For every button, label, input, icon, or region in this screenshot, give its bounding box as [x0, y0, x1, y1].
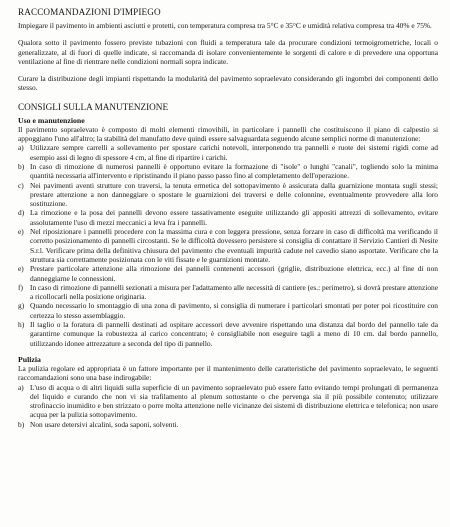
cleaning-list — [18, 383, 438, 429]
item-label: d) — [18, 208, 25, 218]
item-text: Nel riposizionare i pannelli procedere con la massima cura e con leggera pressione, senza forzare in caso di difficoltà ma verificando il corretto posizionamento di pannelli circostanti. Se le difficoltà dovessero persistere si consiglia di contattare il Servizio Cantieri di Nesite S.r.l. Verificare prima della definitiva chiusura del pavimento che eventuali impurità cadute nel cavedio siano asportate. Verificare che la struttura sia correttamente posizionata con le viti fissate e le guarnizioni montate. — [30, 227, 438, 264]
list-item — [18, 301, 438, 320]
item-label: h) — [18, 320, 25, 330]
item-label: g) — [18, 301, 25, 311]
item-text: In caso di rimozione di pannelli sezionati a misura per l'adattamento alle necessità di cantiere (es.: perimetro), si dovrà prestare attenzione a ricollocarli nella posizione originaria. — [30, 282, 438, 302]
maintenance-list — [18, 143, 438, 348]
item-text: Prestare particolare attenzione alla rimozione dei pannelli contenenti accessori (griglie, distribuzione elettrica, ecc.) al fine di non danneggiarne le connessioni. — [30, 264, 438, 283]
section-title-raccomandazioni: RACCOMANDAZIONI D'IMPIEGO — [18, 7, 161, 17]
item-text: La rimozione e la posa dei pannelli devono essere tassativamente eseguite utilizzando gli appositi attrezzi di sollevamento, evitare assolutamente l'uso di mezzi meccanici a leva fra i pannelli. — [30, 208, 438, 227]
item-label: f) — [18, 282, 23, 292]
section-title-manutenzione: CONSIGLI SULLA MANUTENZIONE — [18, 101, 169, 112]
paragraph-ambienti: Impiegare il pavimento in ambienti asciutti e protetti, con temperatura compresa tra 5°C e 35°C e umidità relativa compresa tra 40% e 75%. — [18, 21, 432, 30]
paragraph-tubazioni: Qualora sotto il pavimento fossero previste tubazioni con fluidi a temperatura tale da procurare condizioni termoigrometriche, locali o generalizzate, al di fuori di quelle indicate, si raccomanda di isolare convenientemente le sorgenti di calore e di prevedere una opportuna ventilazione al fine di rientrare nelle condizioni normali sopra indicate. — [18, 38, 438, 66]
subheading-uso: Uso e manutenzione — [18, 115, 85, 125]
item-text: Non usare detersivi alcalini, soda saponi, solventi. — [30, 419, 179, 429]
subheading-pulizia: Pulizia — [18, 354, 41, 364]
item-text: Quando necessario lo smontaggio di una zona di pavimento, si consiglia di numerare i particolari smontati per poter poi ricostituire con certezza lo stesso assemblaggio. — [30, 301, 438, 320]
paragraph-distribuzione: Curare la distribuzione degli impianti rispettando la modularità del pavimento sopraelevato considerando gli ingombri dei componenti dello stesso. — [18, 74, 438, 93]
list-item — [18, 208, 438, 227]
item-label: b) — [18, 161, 25, 171]
list-item — [18, 143, 438, 162]
item-label: e) — [18, 264, 24, 274]
list-item — [18, 320, 438, 348]
list-item — [18, 420, 438, 429]
list-item — [18, 283, 438, 302]
item-text: Nei pavimenti aventi strutture con traversi, la tenuta ermetica del sottopavimento è assicurata dalla guarnizione montata sugli stessi; prestare attenzione a non danneggiare o spostare le guarnizioni dei traversi e delle colonnine, eventualmente provvedere alla loro sostituzione. — [30, 180, 438, 209]
item-text: Utilizzare sempre carrelli a sollevamento per spostare carichi notevoli, interponendo tra pannelli e ruote dei sistemi rigidi come ad esempio assi di legno di spessore 4 cm, al fine di ripartire i carichi. — [30, 143, 438, 162]
item-label: b) — [18, 419, 25, 429]
paragraph-pulizia-intro: La pulizia regolare ed appropriata è un fattore importante per il mantenimento delle caratteristiche del pavimento sopraelevato, le seguenti raccomandazioni sono una base indirogabile: — [18, 363, 438, 383]
item-label: e) — [18, 227, 24, 237]
list-item — [18, 162, 438, 181]
list-item — [18, 227, 438, 264]
list-item — [18, 181, 438, 209]
item-text: Il taglio o la foratura di pannelli destinati ad ospitare accessori deve avvenire rispettando una distanza dal bordo del pannello tale da garantirne comunque la robustezza al carico concentrato; è consigliabile non eseguire tagli a meno di 10 cm. dal bordo pannello, utilizzando idonee attrezzature a seconda del tipo di pannello. — [30, 320, 438, 348]
item-text: L'uso di acqua o di altri liquidi sulla superficie di un pavimento sopraelevato può essere fatto evitando tempi prolungati di permanenza del liquido e curando che non vi sia trafilamento al plenum sottostante o che pervenga sia il più possibile contenuto; utilizzare strofinaccio inumidito e ben strizzato o porre molta attenzione nelle vicinanze dei sistemi di distribuzione elettrica e telefonica; non usare acqua per la pulizia sottopavimento. — [30, 382, 438, 420]
list-item — [18, 264, 438, 283]
item-label: a) — [18, 382, 24, 392]
item-text: In caso di rimozione di numerosi pannelli è opportuno evitare la formazione di "isole" o lunghi "canali", togliendo solo la minima quantità necessaria all'intervento e ripristinando il piano passo passo fino al completamento dell'operazione. — [30, 161, 438, 181]
item-label: a) — [18, 143, 24, 153]
list-item — [18, 383, 438, 420]
item-label: c) — [18, 180, 24, 190]
paragraph-intro: Il pavimento sopraelevato è composto di molti elementi rimovibili, in particolare i pannelli che costituiscono il piano di calpestio si appoggiano l'uno all'altro; la stabilità del manufatto deve quindi essere salvaguardata seguendo alcune semplici norme di manutenzione: — [18, 124, 438, 144]
